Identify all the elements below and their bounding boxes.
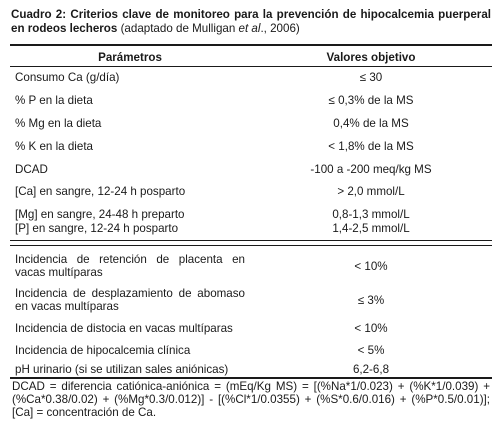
- table-row-value: ≤ 0,3% de la MS: [328, 94, 414, 107]
- table-row-param: DCAD: [15, 163, 48, 176]
- caption-source-etal: et al: [238, 22, 261, 35]
- table-row-param: Incidencia de desplazamiento de abomaso en vacas multíparas: [15, 287, 245, 313]
- table-top-rule: [10, 44, 492, 46]
- table-row-param: [Mg] en sangre, 24-48 h preparto: [15, 208, 185, 221]
- header-parametros: Parámetros: [98, 51, 162, 64]
- table-row-value: < 5%: [357, 344, 385, 357]
- section-rule-1: [10, 240, 492, 241]
- table-footnote: DCAD = diferencia catiónica-aniónica = (mEq/Kg MS) = [(%Na*1/0.023) + (%K*1/0.039) + (%Ca*0.38/0.02) + (%Mg*0.3/0.012)] - [(%Cl*1/0.0355) + (%S*0.6/0.016) + (%P*0.5/0.01)]; [Ca] = concentración de Ca.: [12, 380, 490, 419]
- table-row-param: Incidencia de distocia en vacas multíparas: [15, 322, 233, 335]
- table-row-param: Incidencia de hipocalcemia clínica: [15, 344, 191, 357]
- table-row-param: Consumo Ca (g/día): [15, 71, 120, 84]
- table-row-param: % Mg en la dieta: [15, 117, 102, 130]
- table-row-param: Incidencia de retención de placenta en vacas multíparas: [15, 253, 245, 279]
- table-row-param: [P] en sangre, 12-24 h posparto: [15, 222, 179, 235]
- table-row-param: % K en la dieta: [15, 140, 93, 153]
- table-row-param: pH urinario (si se utilizan sales aniónicas): [15, 363, 229, 376]
- table-row-value: < 10%: [354, 260, 388, 273]
- table-row-value: < 10%: [354, 322, 388, 335]
- caption-source: [121, 22, 300, 35]
- table-row-param: % P en la dieta: [15, 94, 93, 107]
- caption-source-pre: (adaptado de Mulligan: [120, 22, 239, 35]
- caption-source-post: ., 2006): [260, 22, 300, 35]
- caption-label: Cuadro 2:: [11, 8, 67, 21]
- table-row-value: > 2,0 mmol/L: [337, 185, 405, 198]
- header-valores-objetivo: Valores objetivo: [326, 51, 416, 64]
- table-row-param: [Ca] en sangre, 12-24 h posparto: [15, 185, 186, 198]
- table-row-value: 6,2-6,8: [352, 363, 390, 376]
- table-row-value: -100 a -200 meq/kg MS: [310, 163, 432, 176]
- section-rule-2: [10, 245, 492, 246]
- table-row-value: 0,8-1,3 mmol/L: [332, 208, 410, 221]
- table-row-value: ≤ 3%: [357, 294, 385, 307]
- header-rule: [10, 66, 492, 67]
- table-row-value: 1,4-2,5 mmol/L: [332, 222, 410, 235]
- table-bottom-rule: [10, 377, 492, 379]
- table-caption: [11, 8, 491, 36]
- table-row-value: 0,4% de la MS: [333, 117, 409, 130]
- table-row-value: ≤ 30: [359, 71, 383, 84]
- caption-title: Criterios clave de monitoreo para la prevención de hipocalcemia puerperal en rodeos lecheros: [11, 8, 491, 35]
- table-row-value: < 1,8% de la MS: [328, 140, 414, 153]
